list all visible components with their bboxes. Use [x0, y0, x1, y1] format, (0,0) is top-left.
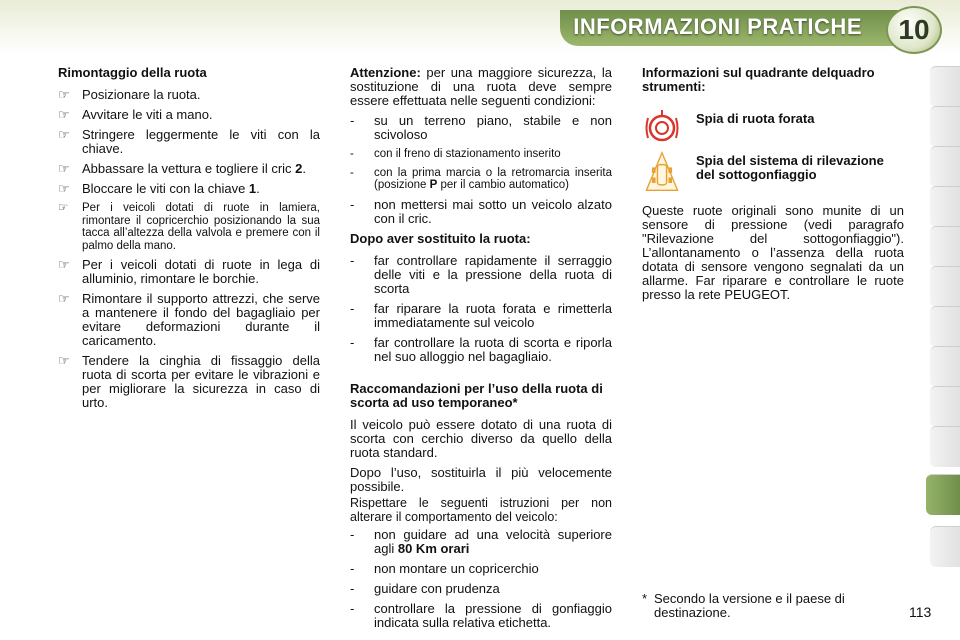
temporary-spare-para-2: Dopo l’uso, sostituirla il più velocemente possibile.: [350, 464, 612, 494]
attention-text: per una maggiore sicurezza, la sostituzione di una ruota deve sempre essere effettuata nelle seguenti condizioni:: [350, 65, 612, 108]
pointing-hand-icon: ☞: [58, 107, 70, 122]
chapter-tab-3[interactable]: [930, 146, 960, 187]
after-change-text: far riparare la ruota forata e rimetterla immediatamente sul veicolo: [374, 300, 612, 330]
dash-marker: -: [350, 560, 355, 576]
refit-step-text: Per i veicoli dotati di ruote in lamiera, rimontare il copricerchio posizionando la sua tacca all’altezza della valvola e premere con il palmo della mano.: [82, 202, 320, 252]
after-change-text: far controllare rapidamente il serraggio delle viti e la pressione della ruota di scorta: [374, 252, 612, 296]
safety-condition-text: su un terreno piano, stabile e non scivoloso: [374, 113, 612, 142]
flat-tyre-lamp-label: Spia di ruota forata: [696, 111, 815, 126]
pointing-hand-icon: ☞: [58, 257, 70, 272]
chapter-tab-current[interactable]: [926, 474, 960, 515]
after-change-item: [350, 336, 612, 364]
refit-step-item: [58, 354, 320, 410]
column-dashboard-info: [642, 66, 904, 308]
chapter-tab-10[interactable]: [930, 426, 960, 467]
refit-step-item: [58, 182, 320, 196]
after-change-heading: Dopo aver sostituito la ruota:: [350, 230, 531, 246]
spare-rule-text: controllare la pressione di gonfiaggio indicata sulla relativa etichetta.: [374, 600, 612, 630]
dash-marker: -: [350, 300, 355, 316]
refit-step-item: [58, 292, 320, 348]
flat-tyre-warning-icon: [642, 108, 682, 144]
page-header: [0, 0, 960, 54]
refit-step-text: Posizionare la ruota.: [82, 87, 201, 102]
spare-rule-text: non montare un copricerchio: [374, 560, 539, 576]
refit-step-text: Rimontare il supporto attrezzi, che serve a mantenere il fondo del bagagliaio per evitare deformazioni durante il caricamento.: [82, 291, 320, 348]
refit-step-item: [58, 108, 320, 122]
refit-step-text: Tendere la cinghia di fissaggio della ruota di scorta per evitare le vibrazioni e per migliorare la sicurezza in caso di urto.: [82, 353, 320, 410]
dash-marker: -: [350, 526, 355, 542]
chapter-tab-12[interactable]: [930, 526, 960, 567]
spare-rule-item: [350, 562, 612, 576]
chapter-tab-9[interactable]: [930, 386, 960, 427]
dashboard-info-heading: Informazioni sul quadrante delquadro strumenti:: [642, 65, 875, 94]
pointing-hand-icon: ☞: [58, 161, 70, 176]
spare-rule-item: [350, 528, 612, 556]
refit-step-item: [58, 128, 320, 156]
refit-step-text: Per i veicoli dotati di ruote in lega di alluminio, rimontare le borchie.: [82, 257, 320, 286]
spare-rule-bold: 80 Km orari: [397, 540, 470, 556]
spare-rule-item: [350, 582, 612, 596]
after-change-text: far controllare la ruota di scorta e riporla nel suo alloggio nel bagagliaio.: [374, 334, 612, 364]
after-change-item: [350, 302, 612, 330]
dash-marker: -: [350, 334, 355, 350]
footnote-mark: *: [642, 591, 648, 606]
temporary-spare-heading: Raccomandazioni per l’uso della ruota di scorta ad uso temporaneo*: [350, 380, 603, 410]
refit-step-text-end: .: [302, 161, 307, 176]
chapter-number: 10: [898, 14, 930, 45]
safety-condition-item: [350, 114, 612, 142]
wheel-refit-heading: Rimontaggio della ruota: [58, 65, 207, 80]
sensor-paragraph: Queste ruote originali sono munite di un sensore di pressione (vedi paragrafo "Rilevazione del sottogonfiaggio"). L’allontanamento o l’assenza della ruota dotata di sensore vengono segnalati da un allarme. Far riparare e controllare le ruote presso la rete PEUGEOT.: [642, 203, 904, 302]
refit-step-item: [58, 162, 320, 176]
chapter-tabs: [926, 66, 960, 576]
chapter-tab-1[interactable]: [930, 66, 960, 107]
safety-condition-item: [350, 198, 612, 226]
safety-condition-item: [350, 148, 612, 161]
after-change-item: [350, 254, 612, 296]
after-change-list: [350, 254, 612, 364]
dash-marker: -: [350, 196, 355, 212]
dash-marker: -: [350, 166, 354, 179]
chapter-tab-8[interactable]: [930, 346, 960, 387]
underinflation-lamp-label: Spia del sistema di rilevazione del sottogonfiaggio: [696, 153, 884, 182]
underinflation-lamp-row: [642, 150, 904, 194]
safety-condition-text: non mettersi mai sotto un veicolo alzato con il cric.: [374, 196, 612, 226]
safety-condition-bold: P: [429, 179, 438, 191]
refit-step-bold: 2: [295, 161, 303, 176]
chapter-tab-4[interactable]: [930, 186, 960, 227]
footnote: [642, 592, 904, 620]
dash-marker: -: [350, 113, 355, 128]
refit-step-text-end: .: [256, 181, 260, 196]
spare-rule-text: non guidare ad una velocità superiore agli: [374, 526, 612, 556]
spare-rule-item: [350, 602, 612, 630]
wheel-refit-steps: [58, 88, 320, 410]
dash-marker: -: [350, 580, 355, 596]
safety-conditions: [350, 114, 612, 226]
temporary-spare-para-3: Rispettare le seguenti istruzioni per non alterare il comportamento del veicolo:: [350, 495, 612, 524]
underinflation-warning-icon: [642, 150, 682, 194]
temporary-spare-para-1: Il veicolo può essere dotato di una ruota di scorta con cerchio diverso da quello della ruota standard.: [350, 416, 612, 460]
flat-tyre-lamp-row: [642, 108, 904, 144]
safety-condition-text: con il freno di stazionamento inserito: [374, 148, 561, 160]
pointing-hand-icon: ☞: [58, 202, 69, 214]
refit-step-text: Stringere leggermente le viti con la chiave.: [82, 127, 320, 156]
pointing-hand-icon: ☞: [58, 181, 70, 196]
attention-paragraph: [350, 66, 612, 108]
chapter-number-badge: [886, 6, 942, 54]
chapter-tab-2[interactable]: [930, 106, 960, 147]
spare-rule-text: guidare con prudenza: [374, 580, 500, 596]
chapter-tab-7[interactable]: [930, 306, 960, 347]
footnote-text: Secondo la versione e il paese di destinazione.: [654, 591, 845, 620]
attention-label: Attenzione:: [350, 65, 421, 80]
refit-step-item: [58, 202, 320, 252]
pointing-hand-icon: ☞: [58, 127, 70, 142]
refit-step-text: Avvitare le viti a mano.: [82, 107, 213, 122]
chapter-tab-6[interactable]: [930, 266, 960, 307]
pointing-hand-icon: ☞: [58, 87, 70, 102]
page-number: 113: [909, 604, 932, 620]
dash-marker: -: [350, 600, 355, 616]
dash-marker: -: [350, 252, 355, 268]
pointing-hand-icon: ☞: [58, 291, 70, 306]
temporary-spare-rules: [350, 528, 612, 630]
safety-condition-item: [350, 167, 612, 192]
dash-marker: -: [350, 148, 354, 160]
safety-condition-text-end: per il cambio automatico): [437, 179, 569, 191]
column-wheel-refit: [58, 66, 320, 416]
refit-step-text: Abbassare la vettura e togliere il cric: [82, 161, 296, 176]
pointing-hand-icon: ☞: [58, 353, 70, 368]
refit-step-item: [58, 258, 320, 286]
column-safety: [350, 66, 612, 636]
chapter-title: INFORMAZIONI PRATICHE: [573, 14, 862, 39]
safety-condition-text: con la prima marcia o la retromarcia inserita (posizione: [374, 166, 612, 191]
chapter-tab-5[interactable]: [930, 226, 960, 267]
refit-step-item: [58, 88, 320, 102]
refit-step-bold: 1: [248, 181, 257, 196]
refit-step-text: Bloccare le viti con la chiave: [82, 181, 249, 196]
